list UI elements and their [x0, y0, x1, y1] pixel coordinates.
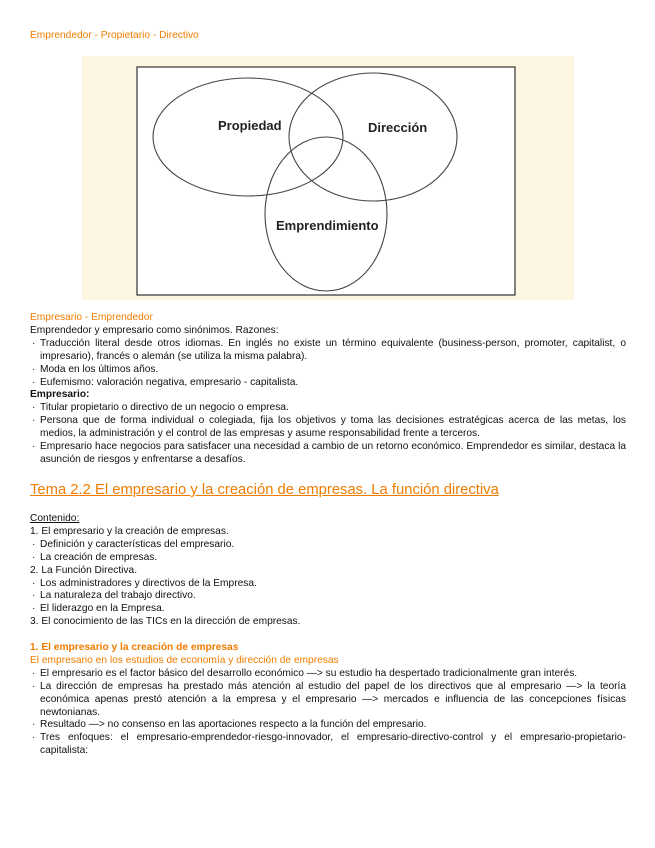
tema-title: Tema 2.2 El empresario y la creación de empresas. La función directiva — [30, 482, 499, 498]
contenido-item: · La naturaleza del trabajo directivo. — [30, 590, 626, 603]
section-intro: Emprendedor y empresario como sinónimos. Razones: — [30, 324, 279, 336]
list-item: · Tres enfoques: el empresario-emprendedor-riesgo-innovador, el empresario-directivo-control y el empresario-propietario-capitalista: — [30, 732, 626, 758]
contenido-item: · Los administradores y directivos de la Empresa. — [30, 578, 626, 591]
list-item: · Traducción literal desde otros idiomas. En inglés no existe un término equivalente (business-person, promoter, capitalist, o impresario), francés o alemán (se utiliza la misma palabra). — [30, 338, 626, 364]
contenido-item: · El liderazgo en la Empresa. — [30, 603, 626, 616]
contenido-item: · La creación de empresas. — [30, 552, 626, 565]
section-empresario-creacion — [30, 642, 626, 758]
reasons-list — [30, 338, 626, 390]
contenido-item: 1. El empresario y la creación de empresas. — [30, 525, 229, 537]
list-item: · La dirección de empresas ha prestado más atención al estudio del papel de los directivos que al empresario —> la teoría económica apenas prestó atención a la empresa y el empresario —> mercados e influencia de las concepciones físicas newtonianas. — [30, 681, 626, 720]
venn-label-direccion: Dirección — [368, 120, 428, 135]
venn-diagram — [136, 66, 516, 296]
empresario-list — [30, 402, 626, 467]
venn-label-emprendimiento: Emprendimiento — [276, 218, 379, 233]
contenido-item: 3. El conocimiento de las TICs en la dirección de empresas. — [30, 616, 301, 628]
list-item: · Eufemismo: valoración negativa, empresario - capitalista. — [30, 377, 626, 390]
contenido-item: · Definición y características del empresario. — [30, 539, 626, 552]
list-item: · Moda en los últimos años. — [30, 364, 626, 377]
section-heading: 1. El empresario y la creación de empresas — [30, 642, 239, 653]
section3-list — [30, 668, 626, 758]
empresario-label: Empresario: — [30, 389, 90, 401]
contenido-label: Contenido: — [30, 513, 80, 524]
list-item: · Resultado —> no consenso en las aportaciones respecto a la función del empresario. — [30, 719, 626, 732]
list-item: · El empresario es el factor básico del desarrollo económico —> su estudio ha despertado tradicionalmente gran interés. — [30, 668, 626, 681]
venn-frame — [137, 67, 515, 295]
section-title: Empresario - Emprendedor — [30, 312, 153, 323]
venn-label-propiedad: Propiedad — [218, 118, 282, 133]
list-item: · Persona que de forma individual o colegiada, fija los objetivos y toma las decisiones estratégicas acerca de las metas, los medios, la administración y el control de las empresas y asume responsabilidad frente a terceros. — [30, 415, 626, 441]
section-subheading: El empresario en los estudios de economía y dirección de empresas — [30, 654, 339, 666]
contenido-list — [30, 526, 626, 629]
list-item: · Titular propietario o directivo de un negocio o empresa. — [30, 402, 626, 415]
contenido-block — [30, 513, 626, 629]
section-empresario-emprendedor — [30, 312, 626, 467]
list-item: · Empresario hace negocios para satisfacer una necesidad a cambio de un retorno económico. Emprendedor es similar, destaca la asunción de riesgos y enfrentarse a desafíos. — [30, 441, 626, 467]
contenido-item: 2. La Función Directiva. — [30, 564, 138, 576]
page-header: Emprendedor - Propietario - Directivo — [30, 30, 199, 41]
